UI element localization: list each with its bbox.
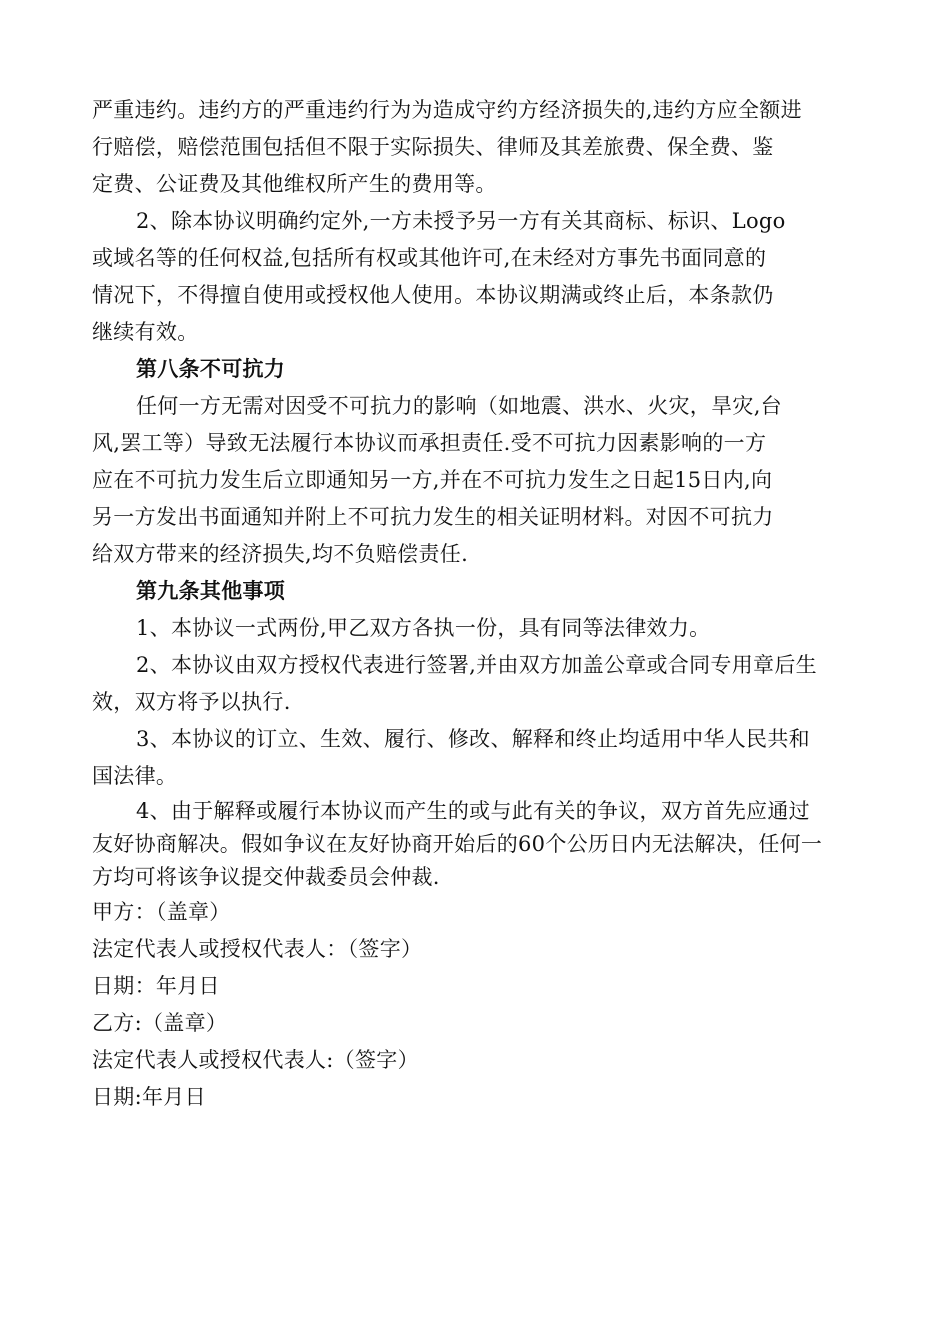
- text-line: 3、本协议的订立、生效、履行、修改、解释和终止均适用中华人民共和: [136, 727, 810, 751]
- text-line: 应在不可抗力发生后立即通知另一方,并在不可抗力发生之日起15日内,向: [92, 468, 773, 492]
- text-line: 行赔偿，赔偿范围包括但不限于实际损失、律师及其差旅费、保全费、鉴: [92, 135, 774, 159]
- article-other-matters: [92, 573, 872, 894]
- party-b-representative: 法定代表人或授权代表人:（签字）: [92, 1048, 419, 1072]
- document-page: [92, 92, 872, 1116]
- clause-item: [92, 647, 872, 721]
- text-line: 2、本协议由双方授权代表进行签署,并由双方加盖公章或合同专用章后生: [136, 653, 817, 677]
- party-a-representative: 法定代表人或授权代表人：（签字）: [92, 937, 423, 961]
- text-line: 2、除本协议明确约定外,一方未授予另一方有关其商标、标识、Logo: [136, 209, 786, 233]
- article-heading: 第八条不可抗力: [136, 357, 286, 381]
- article-heading: 第九条其他事项: [136, 579, 286, 603]
- clause-item: [92, 795, 872, 894]
- text-line: 或域名等的任何权益,包括所有权或其他许可,在未经对方事先书面同意的: [92, 246, 767, 270]
- text-line: 风,罢工等）导致无法履行本协议而承担责任.受不可抗力因素影响的一方: [92, 431, 767, 455]
- text-line: 4、由于解释或履行本协议而产生的或与此有关的争议，双方首先应通过: [136, 799, 810, 823]
- text-line: 国法律。: [92, 764, 178, 788]
- party-b-seal: 乙方:（盖章）: [92, 1011, 228, 1035]
- clause-item: [92, 721, 872, 795]
- text-line: 严重违约。违约方的严重违约行为为造成守约方经济损失的,违约方应全额进: [92, 98, 802, 122]
- signature-block: [92, 894, 872, 1116]
- text-line: 方均可将该争议提交仲裁委员会仲裁.: [92, 865, 440, 889]
- party-a-seal: 甲方：（盖章）: [92, 900, 231, 924]
- paragraph-trademark-rights: [92, 203, 872, 351]
- paragraph-breach-compensation: [92, 92, 872, 203]
- text-line: 效，双方将予以执行.: [92, 690, 291, 714]
- clause-item: [92, 610, 872, 647]
- text-line: 定费、公证费及其他维权所产生的费用等。: [92, 172, 497, 196]
- party-b-date: 日期:年月日: [92, 1085, 206, 1109]
- text-line: 另一方发出书面通知并附上不可抗力发生的相关证明材料。对因不可抗力: [92, 505, 774, 529]
- text-line: 友好协商解决。假如争议在友好协商开始后的60个公历日内无法解决，任何一: [92, 832, 823, 856]
- text-line: 给双方带来的经济损失,均不负赔偿责任.: [92, 542, 469, 566]
- text-line: 情况下，不得擅自使用或授权他人使用。本协议期满或终止后，本条款仍: [92, 283, 774, 307]
- text-line: 继续有效。: [92, 320, 199, 344]
- text-line: 1、本协议一式两份,甲乙双方各执一份，具有同等法律效力。: [136, 616, 711, 640]
- article-force-majeure: [92, 351, 872, 573]
- text-line: 任何一方无需对因受不可抗力的影响（如地震、洪水、火灾，旱灾,台: [136, 394, 782, 418]
- party-a-date: 日期：年月日: [92, 974, 220, 998]
